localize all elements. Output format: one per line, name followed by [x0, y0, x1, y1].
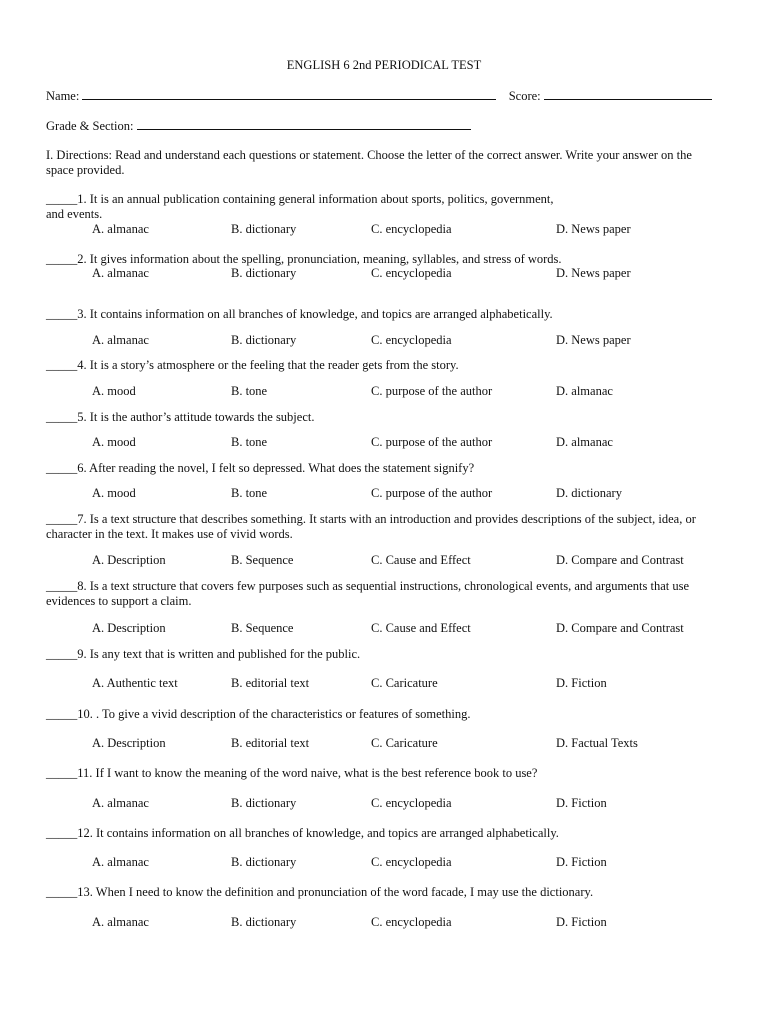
score-field[interactable]: [544, 88, 712, 100]
question-11: _____11. If I want to know the meaning of the word naive, what is the best reference book to use?: [46, 766, 538, 780]
q1-option-b[interactable]: B. dictionary: [231, 222, 297, 236]
q5-option-b[interactable]: B. tone: [231, 435, 268, 449]
grade-row: [46, 118, 471, 134]
q6-option-a[interactable]: A. mood: [92, 486, 136, 500]
score-label: Score:: [508, 89, 541, 103]
q8-option-d[interactable]: D. Compare and Contrast: [556, 621, 684, 635]
q3-option-c[interactable]: C. encyclopedia: [371, 333, 452, 347]
q6-option-c[interactable]: C. purpose of the author: [371, 486, 493, 500]
q10-option-a[interactable]: A. Description: [92, 736, 166, 750]
q6-option-d[interactable]: D. dictionary: [556, 486, 622, 500]
q9-option-b[interactable]: B. editorial text: [231, 676, 310, 690]
q2-option-b[interactable]: B. dictionary: [231, 266, 297, 280]
q2-option-d[interactable]: D. News paper: [556, 266, 631, 280]
q12-option-c[interactable]: C. encyclopedia: [371, 855, 452, 869]
q12-option-a[interactable]: A. almanac: [92, 855, 149, 869]
q8-option-a[interactable]: A. Description: [92, 621, 166, 635]
q3-option-b[interactable]: B. dictionary: [231, 333, 297, 347]
q8-option-b[interactable]: B. Sequence: [231, 621, 294, 635]
question-8: _____8. Is a text structure that covers few purposes such as sequential instructions, chronological events, and arguments that use evidences to support a claim.: [46, 579, 690, 608]
q10-option-c[interactable]: C. Caricature: [371, 736, 438, 750]
question-3: _____3. It contains information on all branches of knowledge, and topics are arranged alphabetically.: [46, 307, 553, 321]
q1-option-a[interactable]: A. almanac: [92, 222, 149, 236]
grade-field[interactable]: [137, 118, 471, 130]
q13-option-a[interactable]: A. almanac: [92, 915, 149, 929]
q3-option-d[interactable]: D. News paper: [556, 333, 631, 347]
question-2: _____2. It gives information about the spelling, pronunciation, meaning, syllables, and stress of words.: [46, 252, 562, 266]
q12-option-b[interactable]: B. dictionary: [231, 855, 297, 869]
q5-option-a[interactable]: A. mood: [92, 435, 136, 449]
q4-option-b[interactable]: B. tone: [231, 384, 268, 398]
q5-option-c[interactable]: C. purpose of the author: [371, 435, 493, 449]
question-7: _____7. Is a text structure that describes something. It starts with an introduction and provides descriptions of the subject, idea, or character in the text. It makes use of vivid words.: [46, 512, 696, 541]
q11-option-d[interactable]: D. Fiction: [556, 796, 607, 810]
q11-option-a[interactable]: A. almanac: [92, 796, 149, 810]
q10-option-b[interactable]: B. editorial text: [231, 736, 310, 750]
question-1: _____1. It is an annual publication containing general information about sports, politics, government, and events.: [46, 192, 554, 221]
q7-option-b[interactable]: B. Sequence: [231, 553, 294, 567]
grade-label: Grade & Section:: [46, 119, 134, 133]
question-5: _____5. It is the author’s attitude towards the subject.: [46, 410, 315, 424]
q7-option-c[interactable]: C. Cause and Effect: [371, 553, 471, 567]
q13-option-c[interactable]: C. encyclopedia: [371, 915, 452, 929]
q1-option-d[interactable]: D. News paper: [556, 222, 631, 236]
q2-option-a[interactable]: A. almanac: [92, 266, 149, 280]
q4-option-a[interactable]: A. mood: [92, 384, 136, 398]
q2-option-c[interactable]: C. encyclopedia: [371, 266, 452, 280]
q10-option-d[interactable]: D. Factual Texts: [556, 736, 638, 750]
q7-option-a[interactable]: A. Description: [92, 553, 166, 567]
question-9: _____9. Is any text that is written and published for the public.: [46, 647, 361, 661]
q9-option-c[interactable]: C. Caricature: [371, 676, 438, 690]
page-title: ENGLISH 6 2nd PERIODICAL TEST: [286, 58, 482, 72]
q7-option-d[interactable]: D. Compare and Contrast: [556, 553, 684, 567]
q11-option-b[interactable]: B. dictionary: [231, 796, 297, 810]
name-field[interactable]: [82, 88, 496, 100]
q6-option-b[interactable]: B. tone: [231, 486, 268, 500]
q13-option-d[interactable]: D. Fiction: [556, 915, 607, 929]
q12-option-d[interactable]: D. Fiction: [556, 855, 607, 869]
q13-option-b[interactable]: B. dictionary: [231, 915, 297, 929]
q8-option-c[interactable]: C. Cause and Effect: [371, 621, 471, 635]
directions: I. Directions: Read and understand each questions or statement. Choose the letter of the correct answer. Write your answer on the space provided.: [46, 148, 692, 177]
question-6: _____6. After reading the novel, I felt so depressed. What does the statement signify?: [46, 461, 475, 475]
q1-option-c[interactable]: C. encyclopedia: [371, 222, 452, 236]
q5-option-d[interactable]: D. almanac: [556, 435, 613, 449]
q9-option-d[interactable]: D. Fiction: [556, 676, 607, 690]
question-12: _____12. It contains information on all branches of knowledge, and topics are arranged alphabetically.: [46, 826, 559, 840]
q4-option-c[interactable]: C. purpose of the author: [371, 384, 493, 398]
question-13: _____13. When I need to know the definition and pronunciation of the word facade, I may use the dictionary.: [46, 885, 594, 899]
question-10: _____10. . To give a vivid description of the characteristics or features of something.: [46, 707, 471, 721]
q11-option-c[interactable]: C. encyclopedia: [371, 796, 452, 810]
name-row: [46, 88, 712, 104]
q9-option-a[interactable]: A. Authentic text: [92, 676, 178, 690]
name-label: Name:: [46, 89, 80, 103]
q4-option-d[interactable]: D. almanac: [556, 384, 613, 398]
q3-option-a[interactable]: A. almanac: [92, 333, 149, 347]
question-4: _____4. It is a story’s atmosphere or the feeling that the reader gets from the story.: [46, 358, 459, 372]
